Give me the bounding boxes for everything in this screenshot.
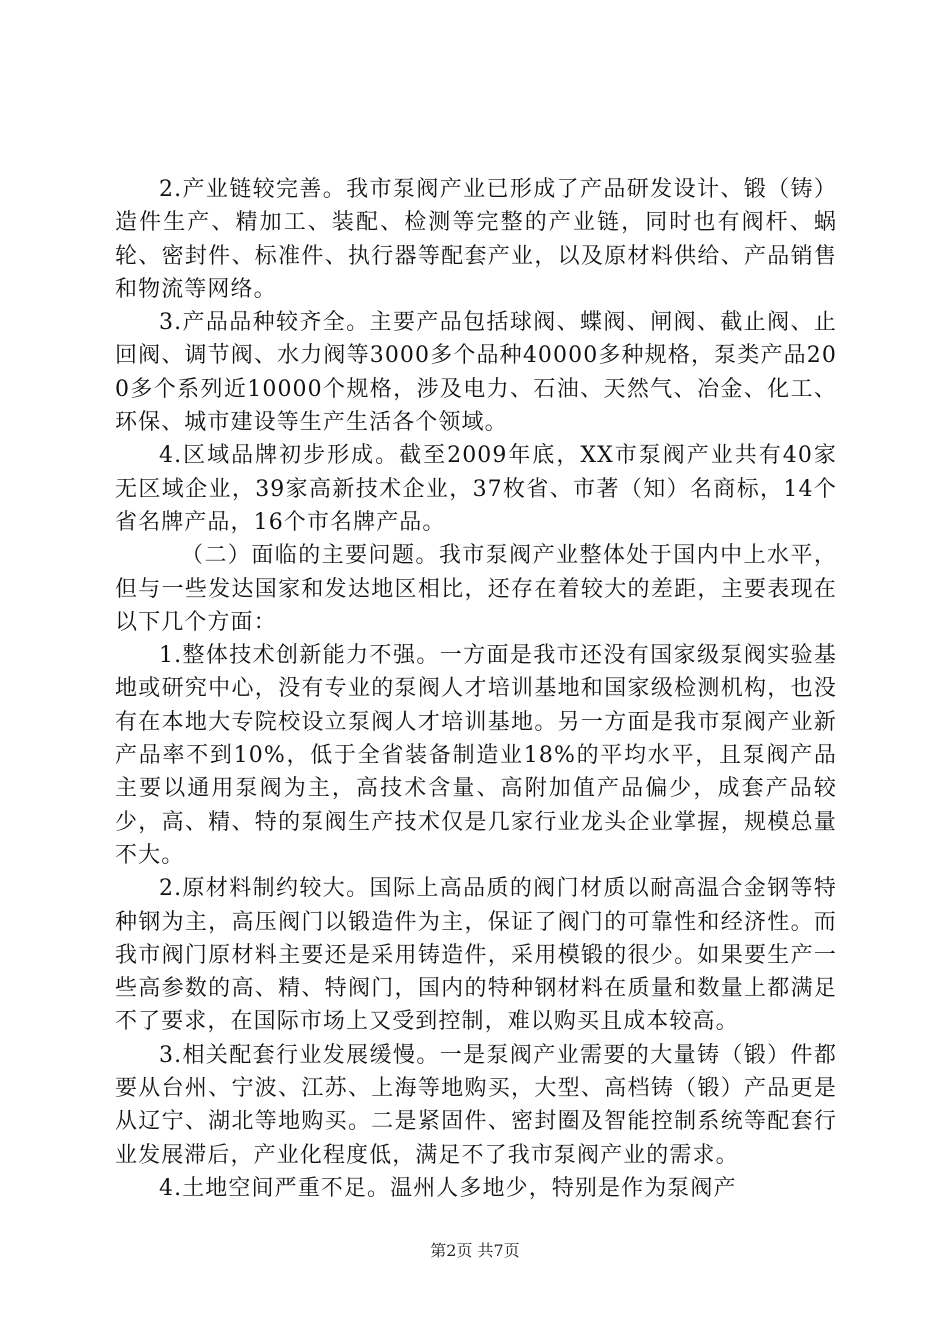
paragraph-supporting-industries: 3.相关配套行业发展缓慢。一是泵阀产业需要的大量铸（锻）件都要从台州、宁波、江苏、上海等地购买，大型、高档铸（锻）产品更是从辽宁、湖北等地购买。二是紧固件、密封圈及智能控制系统等配套行业发展滞后，产业化程度低，满足不了我市泵阀产业的需求。 — [115, 1042, 837, 1168]
paragraph-land-space: 4.土地空间严重不足。温州人多地少，特别是作为泵阀产 — [159, 1175, 737, 1201]
document-body — [115, 173, 837, 1205]
page-number-footer: 第2页 共7页 — [430, 1241, 520, 1260]
paragraph-innovation-capacity: 1.整体技术创新能力不强。一方面是我市还没有国家级泵阀实验基地或研究中心，没有专业的泵阀人才培训基地和国家级检测机构，也没有在本地大专院校设立泵阀人才培训基地。另一方面是我市泵阀产业新产品率不到10%，低于全省装备制造业18%的平均水平，且泵阀产品主要以通用泵阀为主，高技术含量、高附加值产品偏少，成套产品较少，高、精、特的泵阀生产技术仅是几家行业龙头企业掌握，规模总量不大。 — [115, 643, 837, 868]
paragraph-product-variety: 3.产品品种较齐全。主要产品包括球阀、蝶阀、闸阀、截止阀、止回阀、调节阀、水力阀等3000多个品种40000多种规格，泵类产品200多个系列近10000个规格，涉及电力、石油、天然气、冶金、化工、环保、城市建设等生产生活各个领域。 — [115, 310, 837, 436]
paragraph-industry-chain: 2.产业链较完善。我市泵阀产业已形成了产品研发设计、锻（铸）造件生产、精加工、装配、检测等完整的产业链，同时也有阀杆、蜗轮、密封件、标准件、执行器等配套产业，以及原材料供给、产品销售和物流等网络。 — [115, 177, 837, 302]
paragraph-raw-materials: 2.原材料制约较大。国际上高品质的阀门材质以耐高温合金钢等特种钢为主，高压阀门以锻造件为主，保证了阀门的可靠性和经济性。而我市阀门原材料主要还是采用铸造件，采用模锻的很少。如果要生产一些高参数的高、精、特阀门，国内的特种钢材料在质量和数量上都满足不了要求，在国际市场上又受到控制，难以购买且成本较高。 — [115, 876, 837, 1035]
paragraph-regional-brand: 4.区域品牌初步形成。截至2009年底，XX市泵阀产业共有40家无区域企业，39家高新技术企业，37枚省、市著（知）名商标，14个省名牌产品，16个市名牌产品。 — [115, 443, 837, 535]
section-heading-main-problems: （二）面临的主要问题。我市泵阀产业整体处于国内中上水平，但与一些发达国家和发达地区相比，还存在着较大的差距，主要表现在以下几个方面： — [115, 543, 837, 635]
